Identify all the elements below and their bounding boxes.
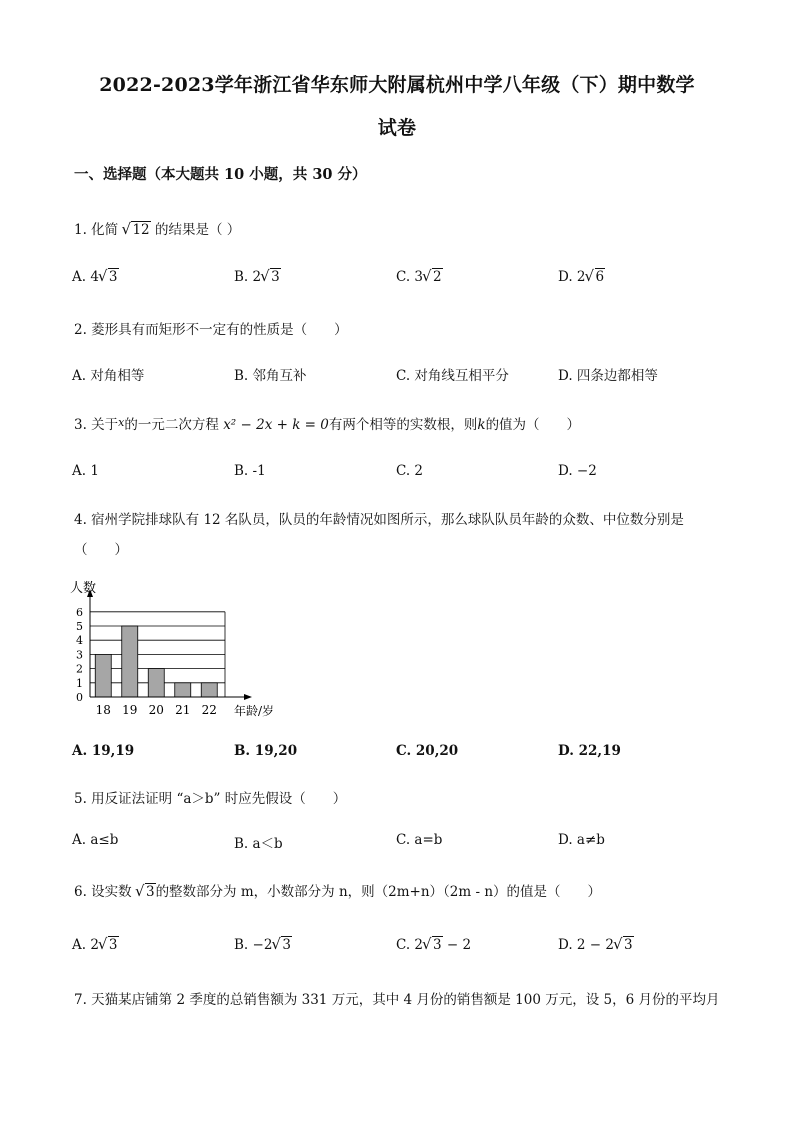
- q4-option-a[interactable]: A. 19,19: [72, 743, 135, 759]
- bar-18: [95, 654, 111, 697]
- x-tick-19: 19: [122, 703, 138, 717]
- q6-prefix: 6. 设实数: [74, 884, 132, 900]
- q1-option-c-radicand: 2: [433, 269, 442, 285]
- y-tick-1: 1: [76, 676, 83, 690]
- q6-option-d-label: D. 2 − 2: [558, 937, 614, 953]
- q6-option-a-label: A. 2: [72, 937, 99, 953]
- q1-option-b-sqrt: [261, 269, 281, 285]
- q6-option-d-sqrt: [614, 937, 634, 953]
- q6-radicand: 3: [145, 884, 155, 900]
- q1-option-d-label: D. 2: [558, 269, 586, 285]
- question-5: 5. 用反证法证明 “a＞b” 时应先假设（ ）: [74, 791, 347, 807]
- q6-option-b-label: B. −2: [234, 937, 273, 953]
- y-axis-label: 人数: [70, 581, 97, 596]
- q3-end: 的值为（ ）: [485, 417, 581, 433]
- q3-variable-k: k: [477, 417, 486, 433]
- q4-option-c[interactable]: C. 20,20: [396, 743, 459, 759]
- question-6: [74, 880, 601, 900]
- q4-option-b[interactable]: B. 19,20: [234, 743, 298, 759]
- q1-sqrt: [122, 222, 150, 238]
- q1-option-a-sqrt: [99, 269, 119, 285]
- q3-middle: 的一元二次方程: [124, 417, 219, 433]
- q3-option-b[interactable]: B. -1: [234, 463, 266, 479]
- q1-option-b-label: B. 2: [234, 269, 262, 285]
- x-tick-18: 18: [95, 703, 111, 717]
- y-tick-0: 0: [76, 691, 83, 704]
- q3-equation: x² − 2x + k = 0: [223, 417, 329, 433]
- q3-option-c[interactable]: C. 2: [396, 463, 424, 479]
- q1-prefix: 1. 化简: [74, 222, 119, 238]
- q2-option-c[interactable]: C. 对角线互相平分: [396, 368, 509, 384]
- bar-19: [122, 626, 138, 697]
- q4-option-d[interactable]: D. 22,19: [558, 743, 621, 759]
- question-7: 7. 天猫某店铺第 2 季度的总销售额为 331 万元，其中 4 月份的销售额是 100 万元，设 5，6 月份的平均月: [74, 992, 720, 1008]
- x-tick-20: 20: [148, 703, 164, 717]
- question-4-line-1: 4. 宿州学院排球队有 12 名队员，队员的年龄情况如图所示，那么球队队员年龄的众数、中位数分别是: [74, 512, 684, 528]
- y-tick-6: 6: [76, 605, 83, 619]
- q6-option-d-radicand: 3: [624, 937, 633, 953]
- q6-option-c-suffix: − 2: [442, 937, 472, 953]
- x-tick-21: 21: [175, 703, 191, 717]
- q6-option-c-sqrt: [423, 937, 443, 953]
- chart-y-ticks: [76, 606, 83, 704]
- q6-suffix: 的整数部分为 m，小数部分为 n，则（2m+n）（2m - n）的值是（ ）: [155, 884, 602, 900]
- question-3: [74, 413, 580, 433]
- q3-post: 有两个相等的实数根，则: [328, 417, 478, 433]
- q5-option-b[interactable]: B. a＜b: [234, 836, 283, 852]
- q1-option-d-sqrt: [586, 269, 606, 285]
- question-4-line-2: （ ）: [74, 542, 128, 558]
- q1-option-d-radicand: 6: [595, 269, 605, 285]
- q1-option-a-label: A. 4: [72, 269, 99, 285]
- age-bar-chart: [66, 575, 296, 720]
- x-axis-arrow: [244, 694, 252, 700]
- q5-option-a[interactable]: A. a≤b: [72, 832, 119, 848]
- q6-option-b[interactable]: [234, 937, 292, 953]
- x-tick-22: 22: [201, 703, 217, 717]
- q6-option-a-sqrt: [99, 937, 119, 953]
- q6-option-b-sqrt: [272, 937, 292, 953]
- q3-prefix: 3. 关于: [74, 417, 119, 433]
- q6-option-a-radicand: 3: [108, 937, 118, 953]
- q6-option-c[interactable]: [396, 937, 471, 953]
- bar-20: [148, 669, 164, 697]
- q6-sqrt: [136, 884, 156, 900]
- q1-option-a[interactable]: [72, 269, 119, 285]
- q3-option-d[interactable]: D. −2: [558, 463, 597, 479]
- q1-option-b[interactable]: [234, 269, 281, 285]
- q3-variable-x: x: [118, 416, 125, 429]
- q2-option-a[interactable]: A. 对角相等: [72, 368, 145, 384]
- title-line-2: 试卷: [377, 117, 417, 139]
- q1-option-c[interactable]: [396, 269, 443, 285]
- q3-option-a[interactable]: A. 1: [72, 463, 99, 479]
- q6-option-c-label: C. 2: [396, 937, 424, 953]
- q6-option-a[interactable]: [72, 937, 119, 953]
- y-tick-2: 2: [76, 662, 83, 676]
- q2-option-d[interactable]: D. 四条边都相等: [558, 368, 658, 384]
- q1-option-c-label: C. 3: [396, 269, 424, 285]
- question-2: 2. 菱形具有而矩形不一定有的性质是（ ）: [74, 322, 348, 338]
- question-1: [74, 218, 240, 238]
- q1-option-c-sqrt: [423, 269, 443, 285]
- q5-option-c[interactable]: C. a=b: [396, 832, 443, 848]
- title-line-1: 2022-2023学年浙江省华东师大附属杭州中学八年级（下）期中数学: [99, 74, 695, 96]
- q1-suffix: 的结果是（ ）: [154, 222, 241, 238]
- q5-option-d[interactable]: D. a≠b: [558, 832, 605, 848]
- chart-bars: [95, 626, 217, 697]
- y-tick-5: 5: [76, 620, 83, 633]
- q1-option-d[interactable]: [558, 269, 605, 285]
- q6-option-b-radicand: 3: [282, 937, 291, 953]
- chart-x-ticks: [96, 703, 217, 717]
- y-tick-3: 3: [76, 648, 83, 662]
- bar-22: [201, 683, 217, 697]
- q1-option-b-radicand: 3: [271, 269, 280, 285]
- bar-21: [175, 683, 191, 697]
- q6-option-c-radicand: 3: [433, 937, 442, 953]
- q1-radicand: 12: [132, 222, 150, 238]
- y-tick-4: 4: [76, 634, 83, 648]
- section-heading: 一、选择题（本大题共 10 小题，共 30 分）: [74, 166, 367, 183]
- q6-option-d[interactable]: [558, 937, 634, 953]
- q1-option-a-radicand: 3: [108, 269, 118, 285]
- x-axis-label: 年龄/岁: [234, 704, 275, 718]
- q2-option-b[interactable]: B. 邻角互补: [234, 368, 307, 384]
